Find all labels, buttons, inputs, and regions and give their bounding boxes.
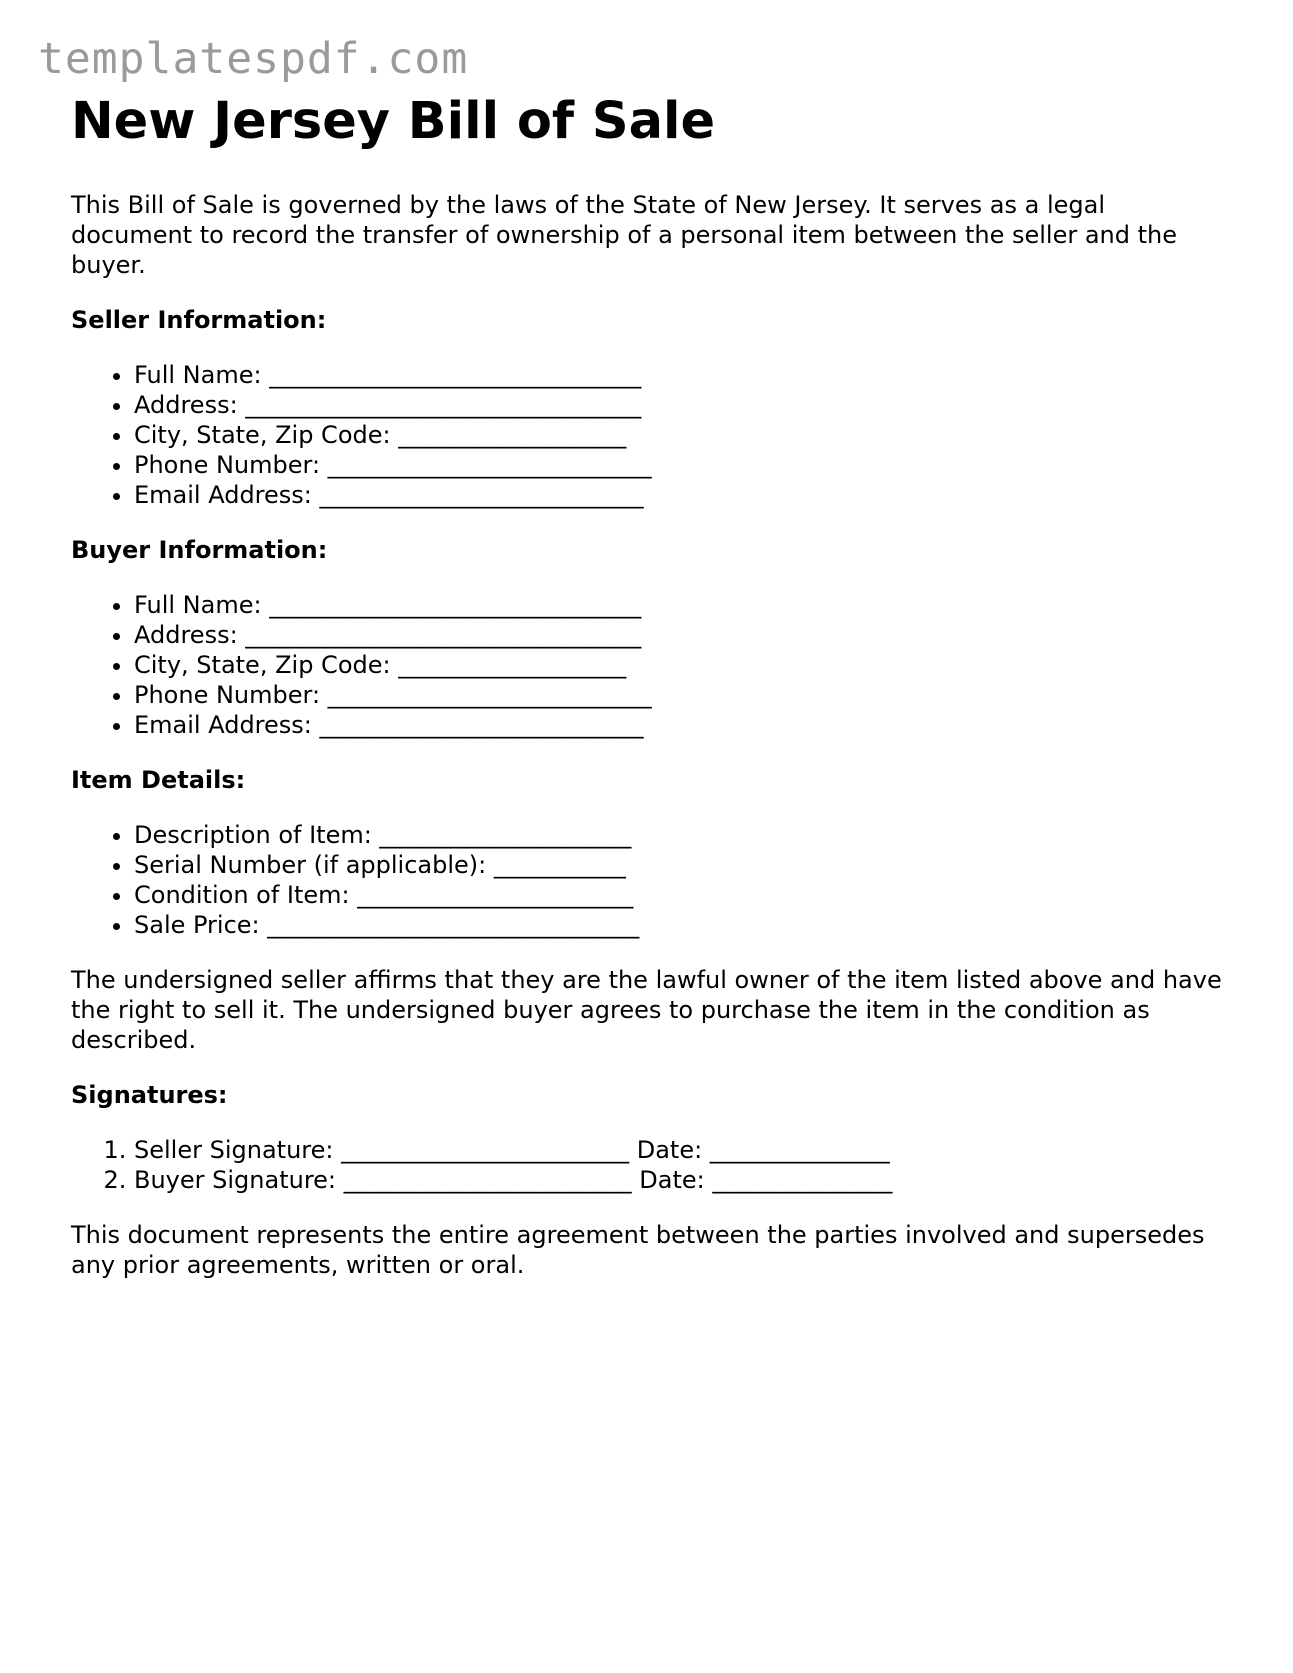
signature-fields <box>71 1135 1231 1195</box>
item-description-field[interactable]: • Description of Item: _____________________ <box>134 820 1231 850</box>
seller-city-state-zip-field[interactable]: • City, State, Zip Code: ___________________ <box>134 420 1231 450</box>
item-serial-number-field[interactable]: • Serial Number (if applicable): ___________ <box>134 850 1231 880</box>
seller-phone-field[interactable]: • Phone Number: ___________________________ <box>134 450 1231 480</box>
buyer-address-field[interactable]: • Address: _________________________________ <box>134 620 1231 650</box>
seller-heading: Seller Information: <box>71 306 327 334</box>
seller-full-name-field[interactable]: • Full Name: _______________________________ <box>134 360 1231 390</box>
buyer-phone-field[interactable]: • Phone Number: ___________________________ <box>134 680 1231 710</box>
document-page <box>71 92 1231 1280</box>
intro-paragraph: This Bill of Sale is governed by the laws of the State of New Jersey. It serves as a legal document to record the transfer of ownership of a personal item between the seller and the buyer. <box>71 191 1178 279</box>
buyer-signature-field[interactable]: 2. Buyer Signature: ________________________ Date: _______________ <box>134 1165 1231 1195</box>
item-fields <box>71 820 1231 940</box>
seller-email-field[interactable]: • Email Address: ___________________________ <box>134 480 1231 510</box>
buyer-city-state-zip-field[interactable]: • City, State, Zip Code: ___________________ <box>134 650 1231 680</box>
seller-fields <box>71 360 1231 510</box>
item-details-heading: Item Details: <box>71 766 246 794</box>
page-title: New Jersey Bill of Sale <box>71 92 716 151</box>
seller-address-field[interactable]: • Address: _________________________________ <box>134 390 1231 420</box>
buyer-heading: Buyer Information: <box>71 536 328 564</box>
buyer-full-name-field[interactable]: • Full Name: _______________________________ <box>134 590 1231 620</box>
buyer-fields <box>71 590 1231 740</box>
buyer-email-field[interactable]: • Email Address: ___________________________ <box>134 710 1231 740</box>
closing-paragraph: This document represents the entire agreement between the parties involved and supersedes any prior agreements, written or oral. <box>71 1221 1205 1279</box>
item-sale-price-field[interactable]: • Sale Price: _______________________________ <box>134 910 1231 940</box>
signatures-heading: Signatures: <box>71 1081 228 1109</box>
affirmation-paragraph: The undersigned seller affirms that they are the lawful owner of the item listed above and have the right to sell it. The undersigned buyer agrees to purchase the item in the condition as described. <box>71 966 1222 1054</box>
item-condition-field[interactable]: • Condition of Item: _______________________ <box>134 880 1231 910</box>
seller-signature-field[interactable]: 1. Seller Signature: ________________________ Date: _______________ <box>134 1135 1231 1165</box>
watermark: templatespdf.com <box>38 34 469 84</box>
